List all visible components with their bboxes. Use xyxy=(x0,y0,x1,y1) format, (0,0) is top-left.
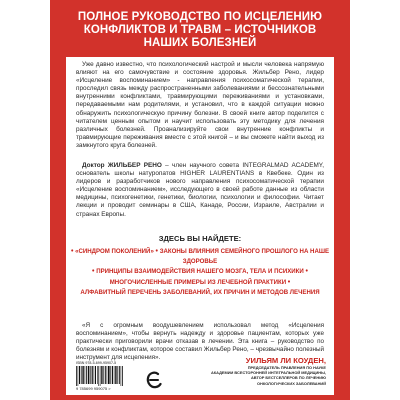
bullet-icon: • xyxy=(287,278,291,286)
isbn-label: ISBN 978-5-699-95907-5 xyxy=(76,361,117,365)
finding-item: МНОГОЧИСЛЕННЫЕ ПРИМЕРЫ ИЗ ЛЕЧЕБНОЙ ПРАКТИКИ xyxy=(109,278,287,286)
book-back-cover xyxy=(50,0,350,400)
endorsement-quote: «Я с огромным воодушевлением использовал метод «Исцеления воспоминанием», чтобы вернуть надежду и здоровье пациентам, которых уже практически приговорили врачи отказав в лечении. Эта книга – руководство по болезням и конфликтам, которое составил Жильбер Рено, – чрезвычайно полезный инструмент для исцеления». xyxy=(76,322,324,361)
bullet-icon: • xyxy=(155,248,158,255)
finding-item: ЗАКОНЫ ВЛИЯНИЯ СЕМЕЙНОГО ПРОШЛОГО НА НАШЕ ЗДОРОВЬЕ xyxy=(159,248,330,266)
cover-title: ПОЛНОЕ РУКОВОДСТВО ПО ИСЦЕЛЕНИЮ КОНФЛИКТОВ И ТРАВМ – ИСТОЧНИКОВ НАШИХ БОЛЕЗНЕЙ xyxy=(77,11,323,49)
findings-list xyxy=(70,247,330,298)
endorser-role: ОНКОЛОГИЧЕСКИХ ЗАБОЛЕВАНИЙ xyxy=(256,380,326,386)
endorser-role: АВТОР БЕСТСЕЛЛЕРОВ ПО ЛЕЧЕНИЮ xyxy=(250,375,326,381)
bio-name: Доктор ЖИЛЬБЕР РЕНО xyxy=(82,162,162,169)
finding-item: ПРИНЦИПЫ ВЗАИМОДЕЙСТВИЯ НАШЕГО МОЗГА, ТЕЛА И ПСИХИКИ xyxy=(96,268,304,276)
content-panel xyxy=(66,57,334,395)
endorser-role: ПРЕДСЕДАТЕЛЬ ПРАВЛЕНИЯ ПО НАУКЕ xyxy=(247,365,326,370)
endorser-signature xyxy=(176,356,326,386)
author-bio xyxy=(76,162,324,219)
finding-item: АЛФАВИТНЫЙ ПЕРЕЧЕНЬ ЗАБОЛЕВАНИЙ, ИХ ПРИЧИН И МЕТОДОВ ЛЕЧЕНИЯ xyxy=(80,288,320,296)
intro-paragraph: Уже давно известно, что психологический настрой и мысли человека напрямую влияют на его самочувствие и состояние здоровья. Жильбер Рено, лидер «Исцеление воспоминанием» - направления психосоматической терапии, проследил связь между распространенными заболеваниями и бессознательными внутренними конфликтами, травмирующими переживаниями и установками, передаваемыми нам родителями, и установил, что в каждой ситуации можно обнаружить психологическую причину болезни. В своей книге автор поделится с читателем ценным опытом и научит использовать эту методику для лечения различных болезней. Проанализируйте свои внутренние конфликты и травмирующие переживания вместе с этой книгой – и вы сможете найти выход из замкнутого круга болезней. xyxy=(76,61,324,149)
bullet-icon: • xyxy=(70,248,74,255)
barcode-digits: 9 785699 959075 > xyxy=(76,386,111,391)
finding-item: «СИНДРОМ ПОКОЛЕНИЙ» xyxy=(75,248,154,255)
barcode-icon xyxy=(76,366,124,386)
barcode-block xyxy=(76,361,124,391)
publisher-logo-icon xyxy=(146,371,162,389)
bullet-icon: • xyxy=(92,268,95,276)
endorser-name: УИЛЬЯМ ЛИ КОУДЕН, xyxy=(245,356,326,365)
endorser-role: АКАДЕМИИ ВСЕСТОРОННЕЙ ИНТЕГРАЛЬНОЙ МЕДИЦИНЫ, xyxy=(210,370,326,376)
bullet-icon: • xyxy=(305,268,308,276)
findings-heading: ЗДЕСЬ ВЫ НАЙДЕТЕ: xyxy=(158,234,242,243)
bio-text: – член научного совета INTEGRALMAD ACADEMY, основатель школы натуропатов HIGHER LAURENTIANS в Квебеке. Один из лидеров и разработчиков нового направления психосоматической терапии «Исцеление воспоминанием», исследующего в своей работе данные из области медицины, психогенетики, генетики, биологии, психологии и философии. Читает лекции и проводит семинары в США, Канаде, России, Израиле, Австралии и странах Европы. xyxy=(76,162,324,218)
